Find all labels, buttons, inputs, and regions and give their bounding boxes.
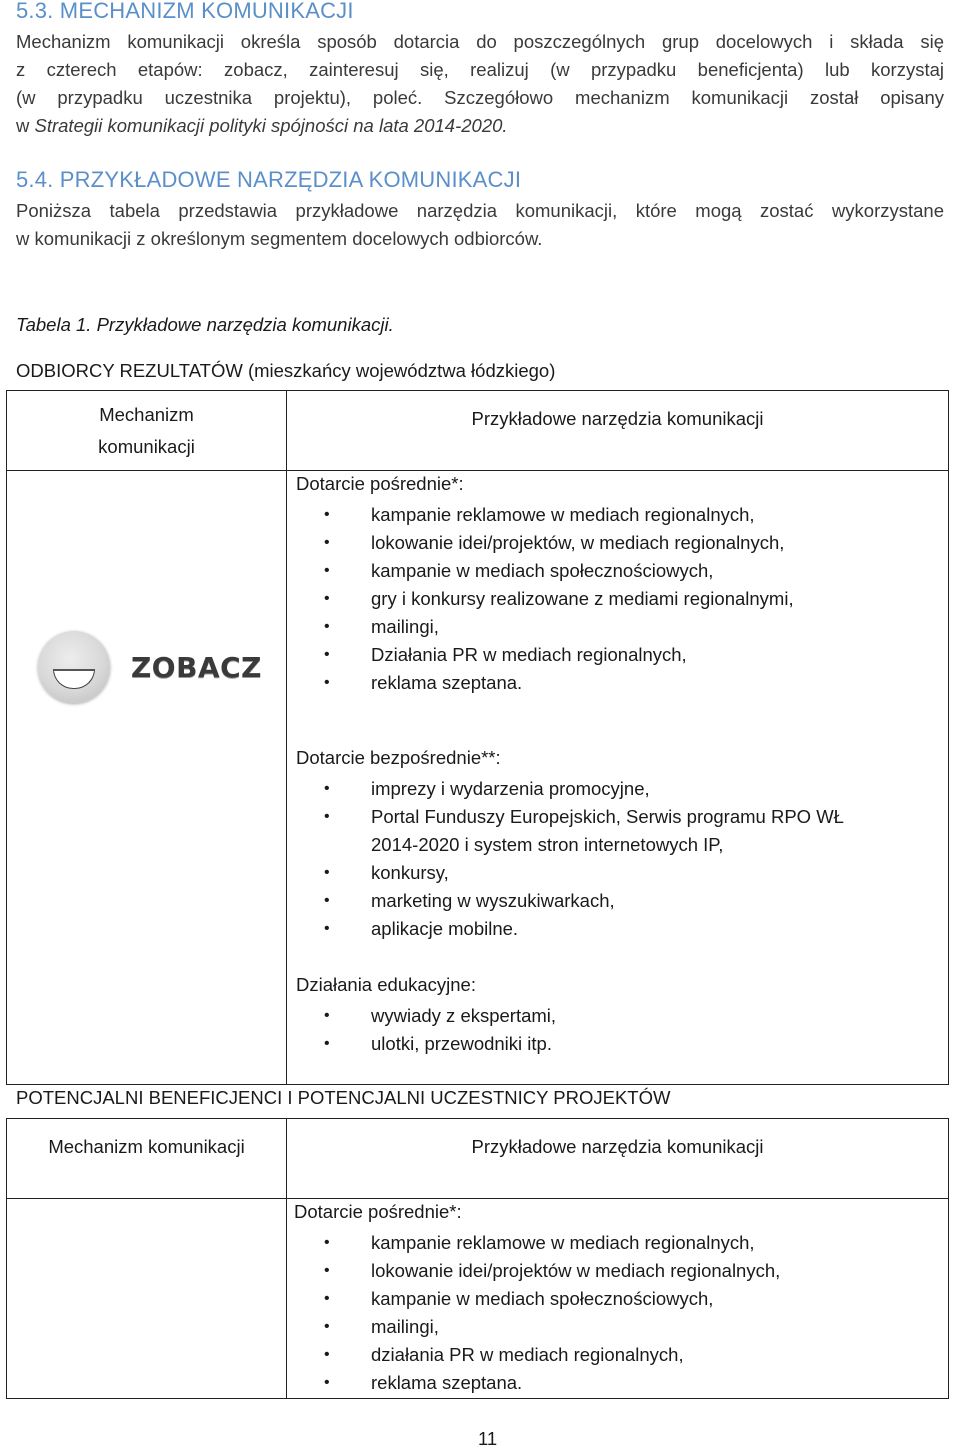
list-item: • konkursy,	[287, 859, 948, 887]
zobacz-logo-text: ZOBACZ	[131, 650, 262, 684]
table-beneficjenci	[6, 1118, 949, 1399]
paragraph-line	[16, 112, 944, 140]
table-header-row	[7, 391, 949, 471]
table-body-row	[7, 471, 949, 1085]
paragraph-line: w komunikacji z określonym segmentem docelowych odbiorców.	[16, 228, 543, 249]
tools-cell	[287, 1199, 949, 1399]
list-item: • mailingi,	[287, 1313, 948, 1341]
paragraph-line: Mechanizm komunikacji określa sposób dotarcia do poszczególnych grup docelowych i składa się	[16, 31, 944, 52]
header-mechanism-line1: Mechanizm	[99, 403, 194, 425]
section-heading-5-3: 5.3. MECHANIZM KOMUNIKACJI	[16, 0, 354, 23]
direct-list	[287, 775, 948, 943]
list-item	[287, 803, 948, 859]
list-item-text: Portal Funduszy Europejskich, Serwis programu RPO WŁ	[371, 806, 844, 827]
paragraph-line: Poniższa tabela przedstawia przykładowe narzędzia komunikacji, które mogą zostać wykorzystane	[16, 200, 944, 221]
zobacz-logo	[38, 631, 262, 703]
gray-circle-smile-icon	[38, 631, 110, 703]
list-item: • kampanie w mediach społecznościowych,	[287, 557, 948, 585]
smile-shape	[53, 669, 95, 689]
edu-title: Działania edukacyjne:	[296, 974, 476, 995]
list-item: • imprezy i wydarzenia promocyjne,	[287, 775, 948, 803]
mechanism-cell	[7, 1199, 287, 1399]
paragraph-line: (w przypadku uczestnika projektu), poleć. Szczegółowo mechanizm komunikacji został opisany	[16, 87, 944, 108]
header-mechanism: Mechanizm komunikacji	[7, 1119, 287, 1199]
list-item: • lokowanie idei/projektów, w mediach regionalnych,	[287, 529, 948, 557]
table-odbiorcy	[6, 390, 949, 1085]
section-5-3-paragraph	[16, 28, 944, 140]
header-tools: Przykładowe narzędzia komunikacji	[287, 391, 949, 471]
list-item: • Działania PR w mediach regionalnych,	[287, 641, 948, 669]
header-mechanism-line2: komunikacji	[98, 435, 195, 457]
list-item: • aplikacje mobilne.	[287, 915, 948, 943]
paragraph-line: z czterech etapów: zobacz, zainteresuj się, realizuj (w przypadku beneficjenta) lub korzystaj	[16, 59, 944, 80]
section-heading-5-4: 5.4. PRZYKŁADOWE NARZĘDZIA KOMUNIKACJI	[16, 167, 522, 192]
indirect-title: Dotarcie pośrednie*:	[296, 473, 464, 494]
list-item: • lokowanie idei/projektów w mediach regionalnych,	[287, 1257, 948, 1285]
page-number: 11	[478, 1428, 498, 1449]
list-item: • ulotki, przewodniki itp.	[287, 1030, 948, 1058]
paragraph-text: w	[16, 115, 35, 136]
mechanism-cell	[7, 471, 287, 1085]
tools-cell	[287, 471, 949, 1085]
list-item: • mailingi,	[287, 613, 948, 641]
indirect-title: Dotarcie pośrednie*:	[294, 1201, 462, 1222]
strategy-title-italic: Strategii komunikacji polityki spójności na lata 2014-2020.	[34, 115, 508, 136]
group-title-odbiorcy: ODBIORCY REZULTATÓW (mieszkańcy województwa łódzkiego)	[16, 360, 556, 381]
group-title-beneficjenci: POTENCJALNI BENEFICJENCI I POTENCJALNI UCZESTNICY PROJEKTÓW	[16, 1087, 671, 1108]
list-item: • kampanie w mediach społecznościowych,	[287, 1285, 948, 1313]
list-item: • reklama szeptana.	[287, 1369, 948, 1397]
table-body-row	[7, 1199, 949, 1399]
list-item: • działania PR w mediach regionalnych,	[287, 1341, 948, 1369]
indirect-list	[287, 1229, 948, 1397]
section-5-4-paragraph	[16, 197, 944, 253]
list-item: • kampanie reklamowe w mediach regionalnych,	[287, 501, 948, 529]
list-item: • wywiady z ekspertami,	[287, 1002, 948, 1030]
edu-list	[287, 1002, 948, 1058]
table-header-row	[7, 1119, 949, 1199]
list-item: • kampanie reklamowe w mediach regionalnych,	[287, 1229, 948, 1257]
direct-title: Dotarcie bezpośrednie**:	[296, 747, 501, 768]
list-item: • marketing w wyszukiwarkach,	[287, 887, 948, 915]
list-item: • gry i konkursy realizowane z mediami regionalnymi,	[287, 585, 948, 613]
list-item-continuation: 2014-2020 i system stron internetowych IP,	[371, 834, 724, 855]
header-mechanism	[7, 391, 287, 471]
indirect-list	[287, 501, 948, 697]
header-tools: Przykładowe narzędzia komunikacji	[287, 1119, 949, 1199]
table-caption: Tabela 1. Przykładowe narzędzia komunikacji.	[16, 314, 394, 335]
list-item: • reklama szeptana.	[287, 669, 948, 697]
